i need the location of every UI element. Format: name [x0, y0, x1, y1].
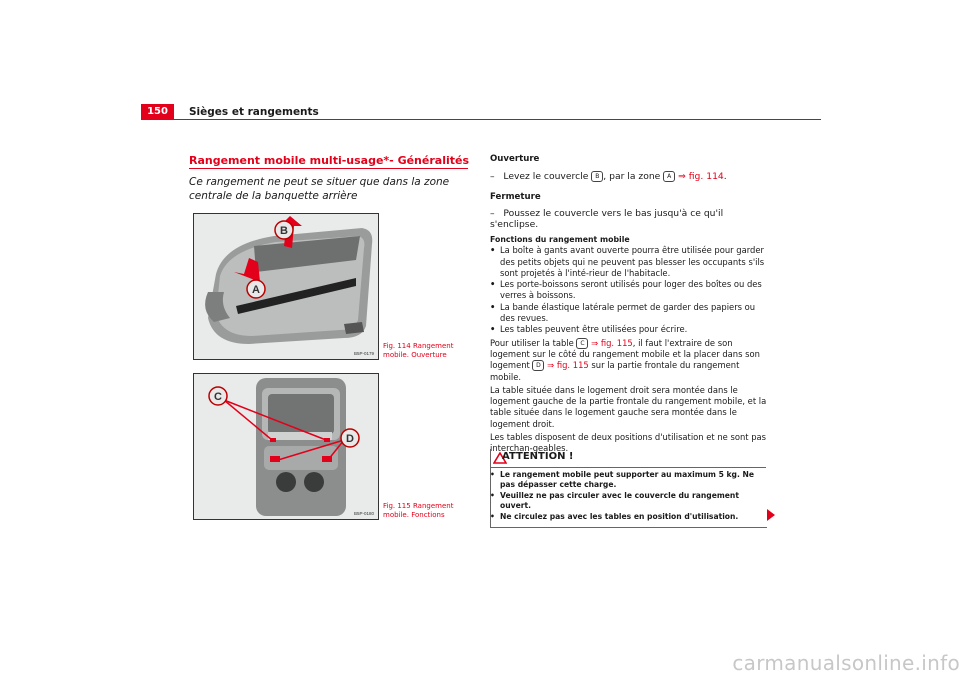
closing-heading: Fermeture [490, 192, 541, 202]
step-dash: – [490, 208, 495, 219]
closing-step [490, 208, 768, 231]
functions-bullet-text: La bande élastique latérale permet de garder des papiers ou des revues. [500, 301, 756, 324]
opening-text-1: Levez le couvercle [503, 171, 592, 182]
functions-bullet [490, 324, 768, 335]
functions-heading: Fonctions du rangement mobile [490, 235, 630, 244]
table-usage-text-1: Pour utiliser la table [490, 337, 577, 348]
figure-115-caption: Fig. 115 Rangement mobile. Fonctions [383, 502, 454, 519]
bullet-dot-icon: • [490, 301, 496, 312]
bullet-dot-icon: • [490, 245, 496, 256]
bullet-dot-icon: • [490, 470, 495, 479]
fig-115-link[interactable]: ⇒ fig. 115 [547, 360, 589, 371]
functions-bullet-text: Les tables peuvent être utilisées pour écrire. [500, 324, 688, 335]
section-divider [189, 168, 468, 169]
attention-body [490, 470, 762, 522]
functions-block [490, 234, 768, 455]
functions-bullet [490, 245, 768, 279]
fig-114-link[interactable]: ⇒ fig. 114 [678, 171, 724, 182]
callout-c-label: C [214, 391, 222, 403]
attention-bullet [490, 512, 762, 522]
callout-d-label: D [346, 433, 354, 445]
figure-114-caption: Fig. 114 Rangement mobile. Ouverture [383, 342, 454, 359]
step-dash: – [490, 171, 495, 182]
functions-bullet-text: La boîte à gants avant ouverte pourra être utilisée pour garder des petits objets qui ne peuvent pas blesser les occupants s'ils sont projetés à l'inté-rieur de l'habitacle. [500, 245, 765, 278]
opening-text-2: , par la zone [603, 171, 664, 182]
attention-bullet-text: Ne circulez pas avec les tables en position d'utilisation. [500, 511, 739, 521]
table-mounting-paragraph: La table située dans le logement droit sera montée dans le logement gauche de la partie frontale du rangement mobile, et la table située dans le logement gauche sera montée dans le logement droit. [490, 384, 767, 429]
key-a-symbol: A [663, 171, 675, 182]
key-c-symbol: C [576, 338, 588, 349]
header-divider [141, 119, 821, 120]
opening-step [490, 171, 768, 182]
figure-115-id: B5P-0180 [354, 511, 375, 516]
callout-b-label: B [280, 225, 288, 237]
key-d-symbol: D [532, 360, 544, 371]
bullet-dot-icon: • [490, 511, 495, 521]
page-number: 150 [141, 104, 174, 119]
figure-114-opening [193, 213, 379, 360]
figure-115-functions [193, 373, 379, 520]
opening-heading: Ouverture [490, 154, 540, 164]
attention-divider [490, 467, 766, 468]
attention-bullet [490, 470, 762, 491]
section-intro: Ce rangement ne peut se situer que dans la zone centrale de la banquette arrière [189, 176, 450, 202]
attention-bullet-text: Le rangement mobile peut supporter au maximum 5 kg. Ne pas dépasser cette charge. [500, 470, 755, 490]
attention-heading: ATTENTION ! [502, 451, 574, 462]
chapter-title: Sièges et rangements [189, 106, 319, 118]
table-usage-text-2: , il faut l'extraire de son logement sur le côté du rangement mobile et la placer dans son logement [490, 337, 760, 371]
fig-115-link[interactable]: ⇒ fig. 115 [591, 337, 633, 348]
bullet-dot-icon: • [490, 490, 495, 500]
bullet-dot-icon: • [490, 279, 496, 290]
table-positions-paragraph: Les tables disposent de deux positions d'utilisation et ne sont pas interchan-geables. [490, 432, 767, 454]
key-b-symbol: B [591, 171, 603, 182]
next-page-arrow-icon[interactable] [767, 509, 775, 521]
attention-bullet [490, 491, 762, 512]
table-usage-text-3: sur la partie frontale du rangement mobile. [490, 360, 740, 382]
functions-bullet [490, 302, 768, 325]
armrest-opening-illustration [194, 214, 378, 359]
functions-bullet [490, 279, 768, 302]
functions-bullet-text: Les porte-boissons seront utilisés pour loger des boîtes ou des verres à boissons. [500, 279, 762, 301]
section-title: Rangement mobile multi-usage*- Généralités [189, 154, 470, 167]
figure-114-id: B5P-0179 [354, 351, 375, 356]
closing-text: Poussez le couvercle vers le bas jusqu'à ce qu'il s'enclipse. [490, 208, 724, 231]
bullet-dot-icon: • [490, 324, 496, 335]
opening-text-3: . [723, 171, 727, 182]
watermark: carmanualsonline.info [732, 651, 960, 675]
callout-a-label: A [252, 284, 260, 296]
attention-bullet-text: Veuillez ne pas circuler avec le couvercle du rangement ouvert. [500, 490, 739, 511]
armrest-functions-illustration [194, 374, 378, 519]
table-usage-paragraph [490, 338, 768, 383]
